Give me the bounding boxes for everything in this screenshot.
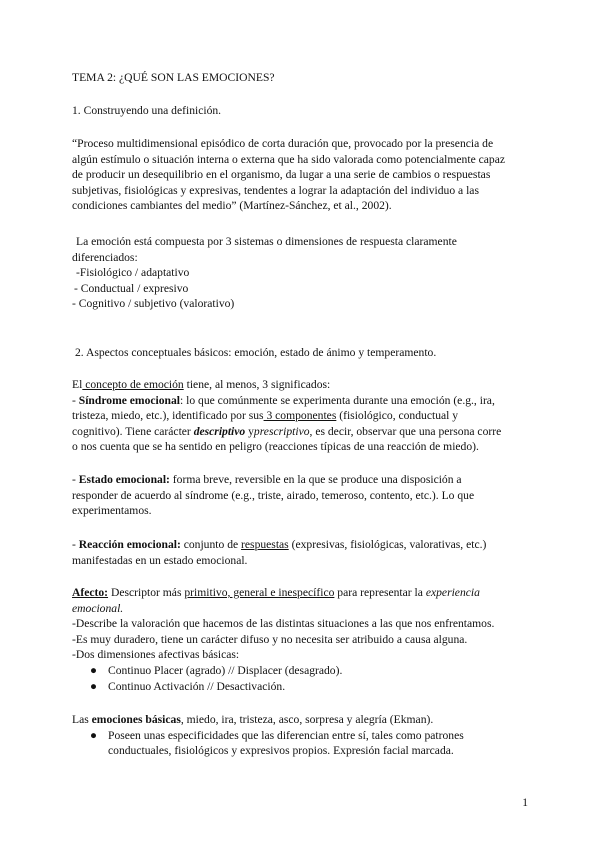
afecto-line: Afecto: Descriptor más primitivo, general e inespecífico para representar la experiencia <box>72 586 480 599</box>
quote-line: “Proceso multidimensional episódico de corta duración que, provocado por la presencia de <box>72 137 494 150</box>
afecto-line: -Es muy duradero, tiene un carácter difuso y no necesita ser atribuido a causa alguna. <box>72 632 468 646</box>
list-item: ● Poseen unas especificidades que las diferencian entre sí, tales como patrones conductuales, fisiológicos y expresivos propios. Expresión facial marcada. <box>90 728 464 758</box>
page-number: 1 <box>522 797 528 809</box>
systems-paragraph <box>72 234 524 312</box>
quote-line: algún estímulo o situación interna o externa que ha sido valorada como potencialmente capaz <box>72 152 505 166</box>
page-title: TEMA 2: ¿QUÉ SON LAS EMOCIONES? <box>72 71 275 84</box>
term-sindrome: Síndrome emocional <box>78 393 180 407</box>
basicas-paragraph <box>72 712 524 759</box>
reaccion-line: - Reacción emocional: conjunto de respuestas (expresivas, fisiológicas, valorativas, etc.) <box>72 538 487 551</box>
estado-paragraph <box>72 472 524 519</box>
concept-line: El concepto de emoción tiene, al menos, 3 significados: <box>72 378 331 391</box>
systems-line: diferenciados: <box>72 250 138 264</box>
afecto-line: -Describe la valoración que hacemos de las distintas situaciones a las que nos enfrentamos. <box>72 617 495 631</box>
estado-line: experimentamos. <box>72 504 152 518</box>
sindrome-line: cognitivo). Tiene carácter descriptivo yprescriptivo, es decir, observar que una persona corre <box>72 424 502 438</box>
estado-line: responder de acuerdo al síndrome (e.g., triste, airado, temeroso, contento, etc.). Lo que <box>72 488 475 502</box>
system-item-conductual: - Conductual / expresivo <box>74 281 189 295</box>
systems-line: La emoción está compuesta por 3 sistemas o dimensiones de respuesta claramente <box>76 235 457 248</box>
term-afecto: Afecto: <box>72 586 109 599</box>
system-item-fisiologico: -Fisiológico / adaptativo <box>76 266 190 280</box>
afecto-line: -Dos dimensiones afectivas básicas: <box>72 648 240 662</box>
bullet-icon: ● <box>90 728 98 742</box>
list-item: ● Continuo Activación // Desactivación. <box>90 679 286 693</box>
quote-line: condiciones cambiantes del medio” (Martínez-Sánchez, et al., 2002). <box>72 199 392 213</box>
sindrome-paragraph <box>72 377 524 455</box>
term-emociones-basicas: emociones básicas <box>91 713 181 726</box>
reaccion-line: manifestadas en un estado emocional. <box>72 553 248 567</box>
bullet-icon: ● <box>90 679 98 693</box>
afecto-paragraph: Afecto: Descriptor más primitivo, general e inespecífico para representar la experiencia emocional. -Describe la valoración que hacemos de las distintas situaciones a las que nos enfrentamos. -Es muy duradero, tiene un carácter difuso y no necesita ser atribuido a causa alguna. -Dos dimensiones afectivas básicas: ● Continuo Placer (agrado) // Displacer (desagrado). ● Continuo Activación // Desactivación. <box>72 585 524 694</box>
reaccion-paragraph <box>72 537 524 568</box>
definition-quote <box>72 136 524 214</box>
sindrome-line: tristeza, miedo, etc.), identificado por sus 3 componentes (fisiológico, conductual y <box>72 409 459 423</box>
concept-underline: concepto de emoción <box>82 378 184 391</box>
system-item-cognitivo: - Cognitivo / subjetivo (valorativo) <box>72 297 235 311</box>
sindrome-line: - Síndrome emocional: lo que comúnmente se experimenta durante una emoción (e.g., ira, <box>72 393 495 407</box>
term-estado: Estado emocional: <box>78 473 170 486</box>
list-item: ● Continuo Placer (agrado) // Displacer (desagrado). <box>90 663 343 677</box>
bullet-icon: ● <box>90 663 98 677</box>
quote-line: de producir un desequilibrio en el organismo, da lugar a una serie de cambios o respuestas <box>72 168 491 182</box>
sindrome-line: o nos cuenta que se ha sentido en peligro (reacciones típicas de una reacción de miedo). <box>72 440 479 454</box>
section-2-heading: 2. Aspectos conceptuales básicos: emoción, estado de ánimo y temperamento. <box>75 346 437 359</box>
term-reaccion: Reacción emocional: <box>78 538 181 551</box>
basicas-line: Las emociones básicas, miedo, ira, tristeza, asco, sorpresa y alegría (Ekman). <box>72 713 434 726</box>
section-1-heading: 1. Construyendo una definición. <box>72 104 222 117</box>
components-underline: 3 componentes <box>263 409 337 423</box>
quote-line: subjetivas, fisiológicas y expresivas, tendentes a lograr la adaptación del individuo a las <box>72 183 479 197</box>
estado-line: - Estado emocional: forma breve, reversible en la que se produce una disposición a <box>72 473 462 486</box>
